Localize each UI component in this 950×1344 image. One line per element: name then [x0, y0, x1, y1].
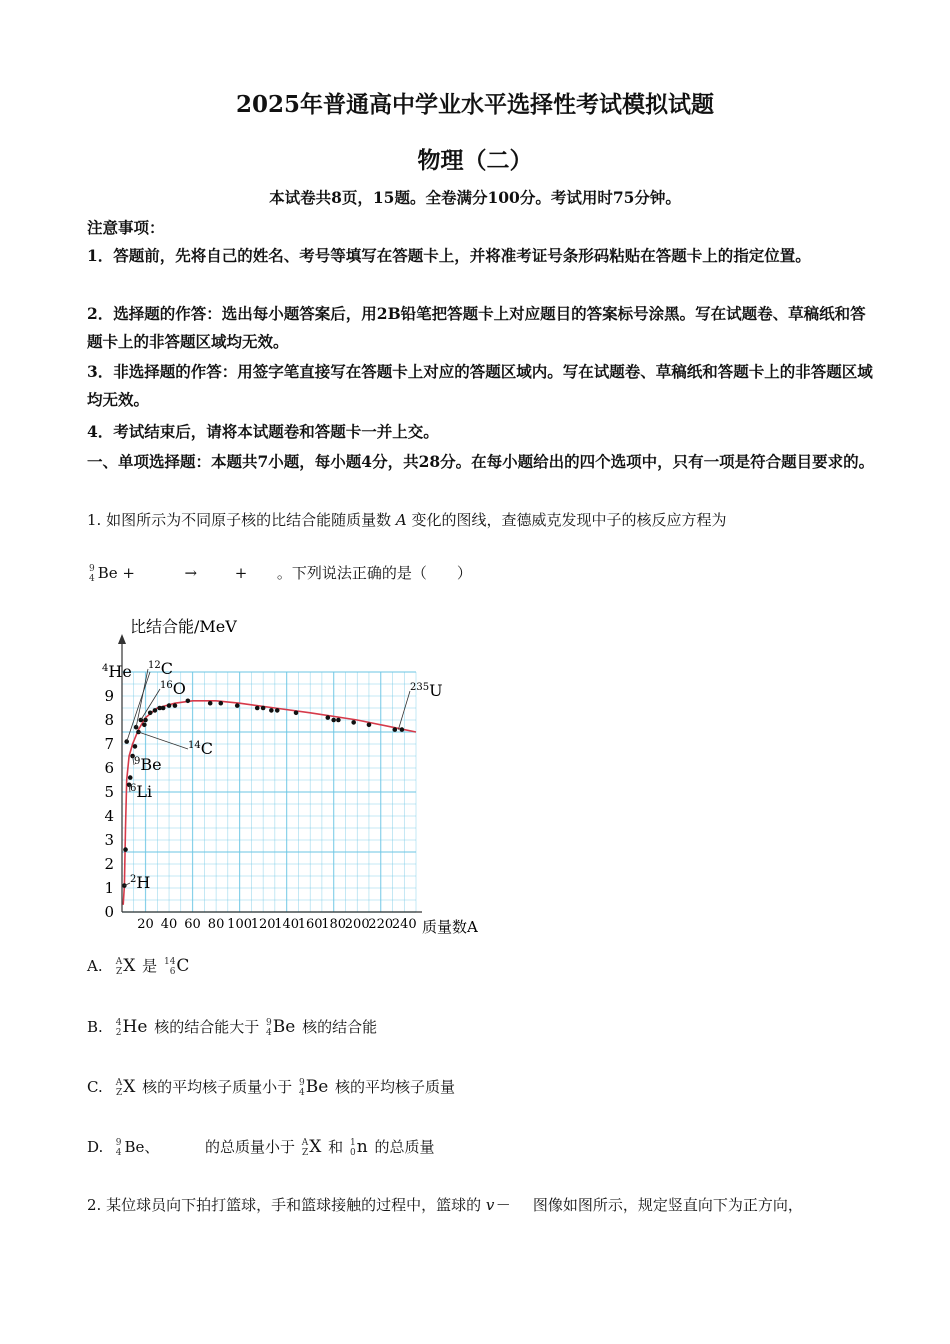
option-a[interactable]: A. A Z X 是 14 6 C	[87, 956, 190, 977]
data-point	[218, 701, 223, 706]
data-point	[351, 720, 356, 725]
notice-heading: 注意事项：	[87, 218, 165, 237]
section-1-heading: 一、单项选择题：本题共7小题，每小题4分，共28分。在每小题给出的四个选项中，只有一项是符合题目要求的。	[87, 452, 875, 471]
data-point	[367, 723, 372, 728]
annotation-h2: $^2$H	[130, 873, 151, 892]
binding-energy-curve	[123, 701, 416, 905]
y-tick-label: 8	[104, 711, 114, 729]
data-point	[161, 706, 166, 711]
x-tick-label: 120	[250, 917, 276, 932]
notice-item-1: 1．答题前，先将自己的姓名、考号等填写在答题卡上，并将准考证号条形码粘贴在答题卡上的指定位置。	[87, 246, 811, 265]
exam-info: 本试卷共8页，15题。全卷满分100分。考试用时75分钟。	[269, 188, 681, 207]
chart-xlabel: 质量数A	[422, 918, 478, 936]
data-point	[128, 775, 133, 780]
x-tick-label: 200	[344, 917, 370, 932]
x-tick-label: 140	[274, 917, 300, 932]
x-tick-label: 40	[160, 917, 178, 932]
y-tick-label: 7	[104, 735, 114, 753]
notice-item-4: 4．考试结束后，请将本试题卷和答题卡一并上交。	[87, 422, 439, 441]
question-2-stem: 2. 某位球员向下拍打篮球，手和篮球接触的过程中，篮球的 v－ 图像如图所示，规定竖直向下为正方向，	[87, 1196, 803, 1214]
y-tick-label: 9	[104, 687, 114, 705]
x-tick-label: 180	[321, 917, 347, 932]
chart-curve-layer	[123, 701, 416, 905]
data-point	[235, 703, 240, 708]
annotation-li6: $^6$Li	[130, 782, 153, 801]
nuclide-he4: 4 2 He	[115, 1017, 148, 1038]
x-tick-label: 240	[391, 917, 417, 932]
data-point	[393, 727, 398, 732]
y-tick-label: 5	[104, 783, 114, 801]
exam-subtitle: 物理（二）	[417, 147, 533, 174]
data-point	[133, 744, 138, 749]
y-axis-arrow	[118, 634, 126, 644]
data-point	[186, 699, 191, 704]
nuclide-be9-d: 9 4	[115, 1138, 122, 1158]
y-tick-label: 2	[104, 855, 114, 873]
y-tick-label: 4	[104, 807, 114, 825]
x-tick-label: 80	[207, 917, 225, 932]
data-point	[400, 727, 405, 732]
nuclide-be9-c: 9 4 Be	[298, 1077, 329, 1098]
option-b[interactable]: B. 4 2 He 核的结合能大于 9 4 Be 核的结合能	[87, 1017, 378, 1038]
annotation-c14: $^{14}$C	[188, 739, 213, 758]
data-point	[208, 701, 213, 706]
data-point	[167, 703, 172, 708]
data-point	[275, 708, 280, 713]
annotation-he4: $^4$He	[102, 662, 132, 681]
x-tick-label: 220	[368, 917, 394, 932]
data-point	[255, 706, 260, 711]
question-1-equation: 9 4 Be + → + 。下列说法正确的是（ ）	[87, 560, 877, 586]
annotation-u235: $^{235}$U	[410, 681, 443, 700]
nuclide-be9: 9 4	[89, 564, 95, 584]
nuclide-c14: 14 6 C	[163, 956, 190, 977]
data-point	[153, 708, 158, 713]
data-point	[269, 708, 274, 713]
notice-item-3: 3．非选择题的作答：用签字笔直接写在答题卡上对应的答题区域内。写在试题卷、草稿纸和答题卡上的非答题区域均无效。	[87, 362, 873, 409]
x-tick-label: 20	[137, 917, 154, 932]
x-tick-label: 100	[227, 917, 253, 932]
question-1-stem: 1. 如图所示为不同原子核的比结合能随质量数 A 变化的图线，查德威克发现中子的核反应方程为	[87, 511, 727, 529]
nuclide-x-c: A Z X	[115, 1077, 136, 1098]
y-tick-label: 6	[104, 759, 114, 777]
exam-title: 2025年普通高中学业水平选择性考试模拟试题	[235, 91, 714, 118]
binding-energy-chart	[100, 612, 500, 942]
data-point	[148, 711, 153, 716]
data-point	[261, 706, 266, 711]
data-point	[173, 703, 178, 708]
y-tick-label: 1	[104, 879, 114, 897]
data-point	[326, 715, 331, 720]
data-point	[331, 718, 336, 723]
chart-ylabel: 比结合能/MeV	[130, 617, 237, 636]
chart-annotations	[102, 659, 443, 892]
data-point	[123, 847, 128, 852]
data-point	[143, 718, 148, 723]
y-tick-label: 3	[104, 831, 114, 849]
x-tick-label: 160	[297, 917, 323, 932]
option-d[interactable]: D. 9 4 Be、 的总质量小于 A Z X 和 1 0 n 的总质量	[87, 1137, 435, 1158]
annotation-c12: $^{12}$C	[148, 659, 173, 678]
x-tick-label: 60	[184, 917, 201, 932]
data-point	[122, 883, 127, 888]
annotation-be9: $^9$Be	[134, 755, 162, 774]
data-point	[336, 718, 341, 723]
notice-item-2: 2．选择题的作答：选出每小题答案后，用2B铅笔把答题卡上对应题目的答案标号涂黑。写在试题卷、草稿纸和答题卡上的非答题区域均无效。	[87, 304, 866, 351]
annotation-o16: $^{16}$O	[160, 679, 186, 698]
nuclide-x: A Z X	[115, 956, 136, 977]
option-c[interactable]: C. A Z X 核的平均核子质量小于 9 4 Be 核的平均核子质量	[87, 1077, 456, 1098]
data-point	[294, 711, 299, 716]
y-tick-label: 0	[104, 903, 114, 921]
nuclide-be9-b: 9 4 Be	[265, 1017, 296, 1038]
nuclide-n: 1 0 n	[349, 1137, 368, 1158]
data-point	[142, 723, 147, 728]
nuclide-x-d: A Z X	[301, 1137, 322, 1158]
